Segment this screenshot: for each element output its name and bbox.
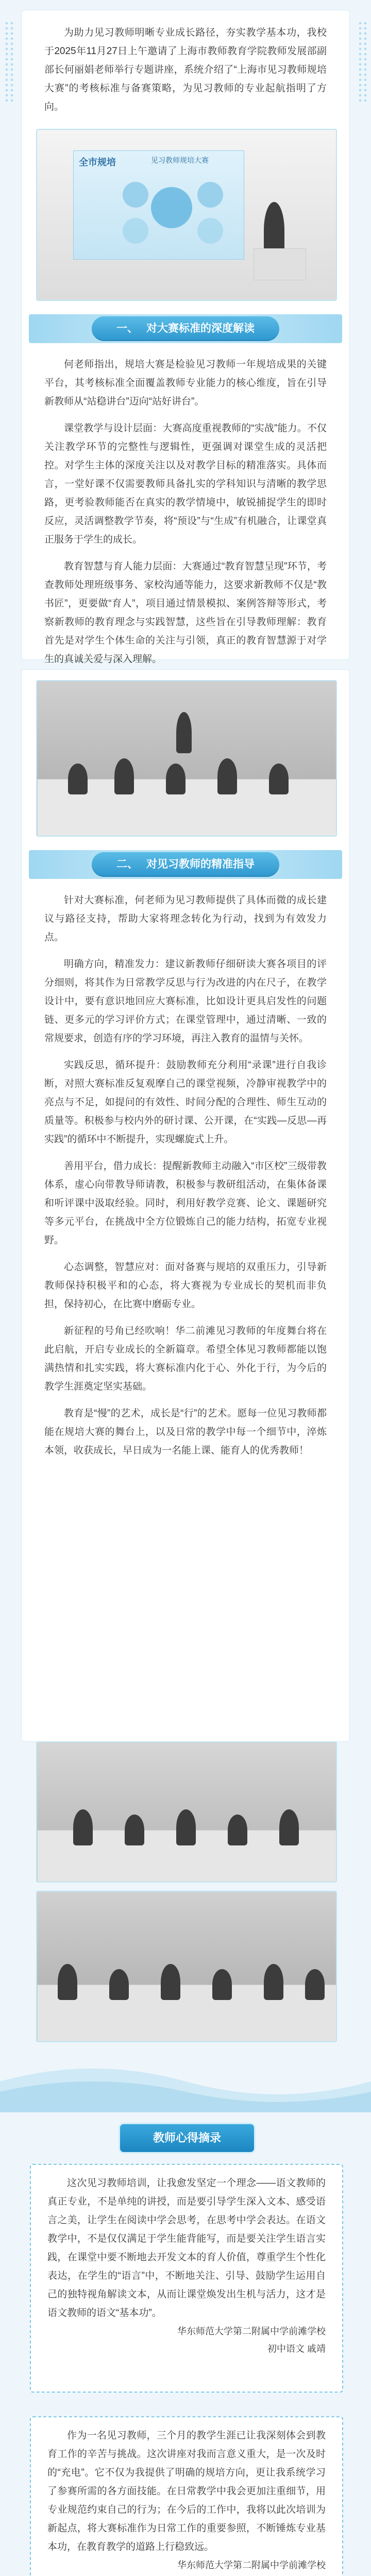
section1-paragraph-3: 教育智慧与育人能力层面：大赛通过“教育智慧呈现”环节，考查教师处理班级事务、家校沟通等能力，这要求新教师不仅是“教书匠”，更要做“育人”，项目通过情景模拟、案例答辩等形式，考察新教师的教育理念与实践智慧，这些旨在引导教师理解：教育首先是对学生个体生命的关注与引领，真正的教育智慧源于对学生的真诚关爱与深入理解。: [44, 561, 327, 665]
reflection-card-1: [30, 2164, 343, 2393]
section2-paragraph-3: 实践反思，循环提升：鼓励教师充分利用“录课”进行自我诊断，对照大赛标准反复观摩自己的课堂视频，冷静审视教学中的亮点与不足，如提问的有效性、时间分配的合理性、师生互动的质量等。积极参与校内外的研讨课、公开课，在“实践—反思—再实践”的循环中不断提升，实现螺旋式上升。: [44, 1060, 327, 1145]
section2-paragraph-1: 针对大赛标准，何老师为见习教师提供了具体而微的成长建议与路径支持，帮助大家将理念转化为行动，找到为有效发力点。: [44, 895, 327, 943]
reflection-2-school: 华东师范大学第二附属中学前滩学校: [177, 2560, 326, 2570]
section2-body: [22, 891, 349, 1460]
lecture-photo: [36, 129, 337, 301]
section2-paragraph-5: 心态调整，智慧应对：面对备赛与规培的双重压力，引导新教师保持积极平和的心态，将大赛视为专业成长的契机而非负担，保持初心，在比赛中磨砺专业。: [44, 1262, 327, 1310]
projected-slide: [73, 150, 244, 260]
slide-title: 全市规培: [79, 157, 116, 167]
section2-number: 二、: [116, 858, 138, 870]
section2-paragraph-6: 新征程的号角已经吹响！华二前滩见习教师的年度舞台将在此启航，开启专业成长的全新篇章。希望全体见习教师都能以饱满热情和扎实实践，将大赛标准内化于心、外化于行，为今后的教学生涯奠定坚实基础。: [44, 1326, 327, 1392]
section2-pill: [92, 852, 279, 877]
decor-dots-right: [358, 21, 367, 103]
section1-pill: [92, 316, 279, 341]
section2-paragraph-4: 善用平台，借力成长：提醒新教师主动融入“市区校”三级带教体系，虚心向带教导师请教，积极参与教研组活动，在集体备课和听评课中汲取经验。同时，利用好教学竞赛、论文、课题研究等多元平台，在挑战中全方位锻炼自己的能力结构，拓宽专业视野。: [44, 1161, 327, 1246]
audience-photo-1: [36, 680, 337, 837]
section1-title: 对大赛标准的深度解读: [146, 323, 255, 334]
section2-title: 对见习教师的精准指导: [146, 858, 255, 870]
decor-dots-left: [4, 21, 13, 103]
section2-paragraph-2: 明确方向，精准发力：建议新教师仔细研读大赛各项目的评分细则，将其作为日常教学反思与行为改进的内在尺子，在教学设计中，要有意识地回应大赛标准，比如设计更具启发性的问题链、更多元的学习评价方式；在课堂管理中，通过清晰、一致的常规要求，创造有序的学习环境，再注入教育的温情与关怀。: [44, 959, 327, 1044]
reflection-2-teacher: [31, 2574, 342, 2576]
section2-paragraph-7: 教育是“慢”的艺术，成长是“行”的艺术。愿每一位见习教师都能在规培大赛的舞台上，以及日常的教学中每一个细节中，淬炼本领，收获成长，早日成为一名能上课、能育人的优秀教师！: [44, 1408, 327, 1456]
reflection-1-text: 这次见习教师培训，让我愈发坚定一个理念——语文教师的真正专业，不是单纯的讲授，而是要引导学生深入文本、感受语言之美，让学生在阅读中学会思考，在思考中学会表达。在语文教学中，不是仅仅满足于学生能背能写，而是要关注学生语言实践，在课堂中要不断地去开发文本的育人价值，尊重学生个性化表达，在学生的“语言”中，不断地关注、引导、鼓励学生运用自己的独特视角解读文本，从而让课堂焕发出生机与活力，这才是语文教师的语文“基本功”。: [47, 2178, 326, 2318]
wave-decoration: [0, 2050, 371, 2112]
intro-paragraph: 为助力见习教师明晰专业成长路径，夯实教学基本功，我校于2025年11月27日上午邀请了上海市教师教育学院教师发展部副部长何丽娟老师举行专题讲座，系统介绍了“上海市见习教师规培大赛”的考核标准与备赛策略，为见习教师的专业起航指明了方向。: [44, 27, 327, 112]
section1-header: [29, 314, 342, 343]
section1-paragraph-2: 课堂教学与设计层面：大赛高度重视教师的“实战”能力。不仅关注教学环节的完整性与逻辑性，更强调对课堂生成的灵活把控。对学生主体的深度关注以及对教学目标的精准落实。具体而言，一堂好课不仅需要教师具备扎实的学科知识与清晰的教学思路，更考验教师能否在真实的教学情境中，敏锐捕捉学生的即时反应，灵活调整教学节奏，将“预设”与“生成”有机融合，让课堂真正服务于学生的成长。: [44, 423, 327, 545]
reflection-1-school: 华东师范大学第二附属中学前滩学校: [177, 2326, 326, 2336]
section1-number: 一、: [116, 323, 138, 334]
audience-photo-2: [36, 1741, 337, 1883]
reflection-card-2: [30, 2416, 343, 2576]
reflections-title: 教师心得摘录: [119, 2123, 256, 2154]
section1-paragraph-1: 何老师指出，规培大赛是检验见习教师一年规培成果的关键平台，其考核标准全面覆盖教师专业能力的核心维度，旨在引导新教师从“站稳讲台”迈向“站好讲台”。: [44, 359, 327, 407]
section2-header: [29, 850, 342, 879]
reflection-2-text: 作为一名见习教师，三个月的教学生涯已让我深刻体会到教育工作的辛苦与挑战。这次讲座对我而言意义重大，是一次及时的“充电”。它不仅为我提供了明确的规培方向，更让我系统学习了参赛所需的各方面技能。在日常教学中我会更加注重细节，用专业规范约束自己的行为；在今后的工作中，我将以此次培训为新起点，将大赛标准作为日常工作的重要参照，不断锤炼专业基本功，在教育教学的道路上行稳致远。: [47, 2430, 326, 2552]
podium: [254, 248, 306, 280]
reflection-1-teacher: 初中语文 戚靖: [267, 2344, 326, 2354]
audience-photo-3: [36, 1891, 337, 2042]
slide-subtitle: 见习教师规培大赛: [151, 156, 209, 164]
